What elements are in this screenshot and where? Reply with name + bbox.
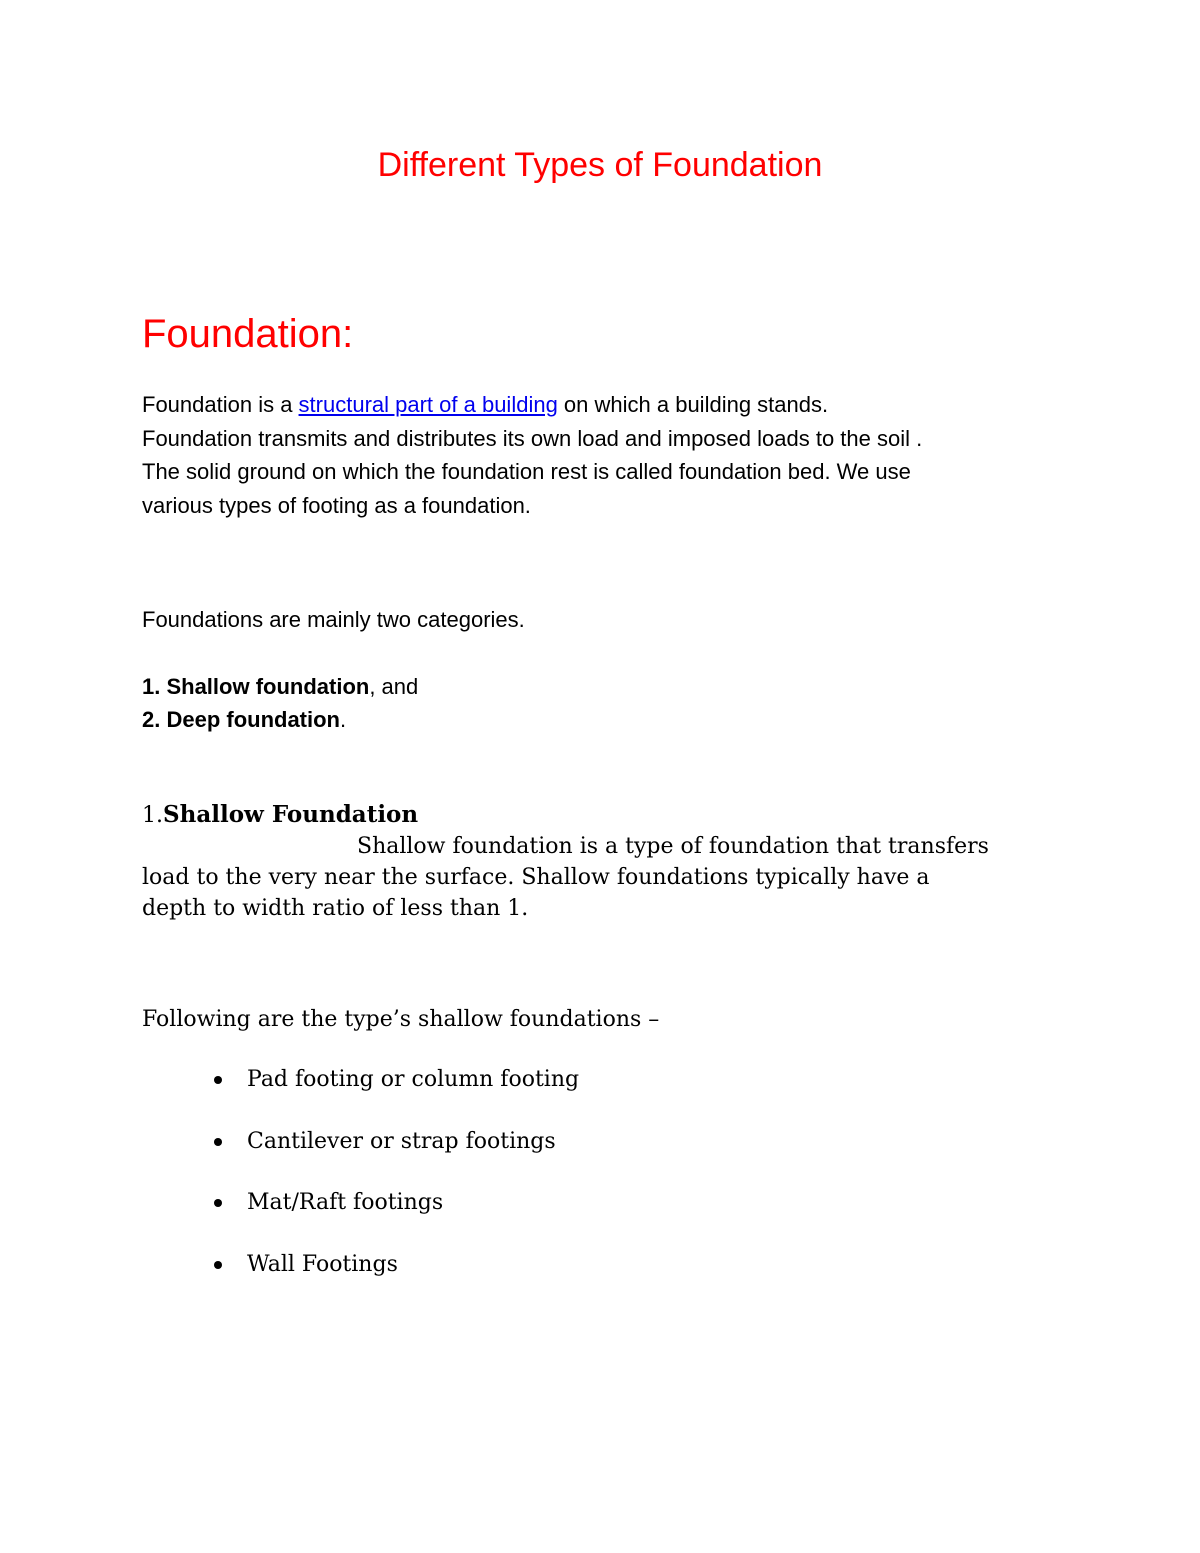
bullet-icon [214, 1138, 222, 1146]
intro-line-1: Foundation is a structural part of a building on which a building stands. [142, 392, 829, 417]
shallow-heading: 1.Shallow Foundation [142, 801, 419, 828]
intro-line-4: various types of footing as a foundation. [142, 492, 531, 518]
section-heading-foundation: Foundation: [142, 312, 354, 356]
bullet-icon [214, 1199, 222, 1207]
bullet-icon [214, 1076, 222, 1084]
list-item: Mat/Raft footings [142, 1185, 579, 1247]
category-item: 1. Shallow foundation, and [142, 674, 419, 699]
bullet-icon [214, 1261, 222, 1269]
shallow-line-2: load to the very near the surface. Shallow foundations typically have a [142, 865, 930, 890]
intro-paragraph [142, 388, 1082, 522]
shallow-foundation-section [142, 799, 1082, 924]
shallow-types-list [142, 1062, 579, 1308]
list-item: Wall Footings [142, 1247, 579, 1309]
document-title: Different Types of Foundation [377, 146, 823, 184]
categories-intro: Foundations are mainly two categories. [142, 607, 525, 632]
category-item: 2. Deep foundation. [142, 707, 347, 732]
shallow-line-1: Shallow foundation is a type of foundation that transfers [357, 834, 989, 859]
structural-part-link[interactable]: structural part of a building [298, 392, 558, 417]
list-item: Cantilever or strap footings [142, 1124, 579, 1186]
following-text: Following are the type’s shallow foundations – [142, 1007, 660, 1032]
shallow-line-3: depth to width ratio of less than 1. [142, 896, 529, 921]
list-item: Pad footing or column footing [142, 1062, 579, 1124]
intro-line-2: Foundation transmits and distributes its own load and imposed loads to the soil . [142, 425, 923, 451]
intro-line-3: The solid ground on which the foundation rest is called foundation bed. We use [142, 459, 911, 484]
categories-list [142, 670, 1082, 736]
